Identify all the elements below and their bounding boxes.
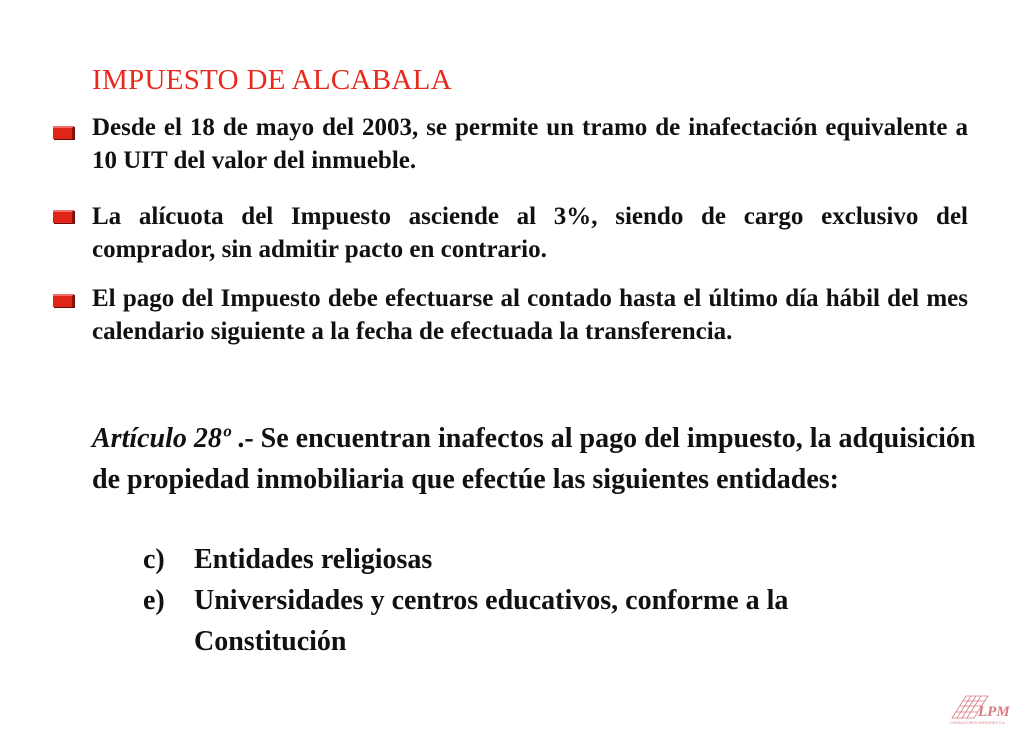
bullet-marker-3 [53, 294, 74, 307]
list-item-continuation: Constitución [194, 626, 347, 657]
article-text: .- Se encuentran inafectos al pago del impuesto, la adquisición de propiedad inmobiliaria que efectúe las siguientes entidades: [92, 423, 976, 495]
bullet-paragraph-1: Desde el 18 de mayo del 2003, se permite un tramo de inafectación equivalente a 10 UIT del valor del inmueble. [92, 114, 968, 174]
bullet-marker-1 [53, 126, 74, 139]
list-item [143, 580, 788, 621]
page-title: IMPUESTO DE ALCABALA [92, 64, 452, 96]
list-item-letter: c) [143, 544, 165, 575]
logo-subtext: CONSULTORES ASESORES S.A. [950, 721, 1006, 725]
article-paragraph [92, 418, 992, 500]
bullet-paragraph-3: El pago del Impuesto debe efectuarse al contado hasta el último día hábil del mes calendario siguiente a la fecha de efectuada la transferencia. [92, 285, 968, 345]
lpm-logo [948, 690, 1014, 726]
bullet-marker-2 [53, 210, 74, 223]
bullet-paragraph-2: La alícuota del Impuesto asciende al 3%, siendo de cargo exclusivo del comprador, sin admitir pacto en contrario. [92, 203, 968, 263]
list-item-text: Entidades religiosas [194, 544, 433, 575]
entity-list [143, 539, 788, 662]
logo-text: LPM [978, 704, 1010, 720]
list-item-text: Universidades y centros educativos, conforme a la [194, 585, 789, 616]
list-item-letter: e) [143, 585, 165, 616]
list-item [143, 539, 788, 580]
article-reference: Artículo 28º [92, 423, 231, 454]
